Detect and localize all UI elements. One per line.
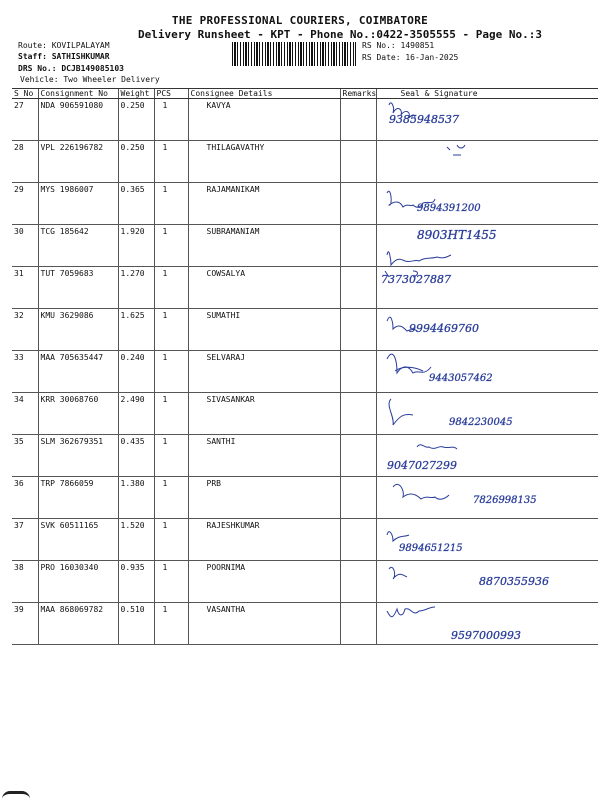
cell-sno: 30 xyxy=(12,225,38,267)
handwritten-signature xyxy=(377,141,599,185)
cell-remarks xyxy=(340,393,376,435)
cell-consignee: SANTHI xyxy=(188,435,340,477)
cell-weight: 2.490 xyxy=(118,393,154,435)
cell-sno: 39 xyxy=(12,603,38,645)
cell-consignment-no: MYS 1986007 xyxy=(38,183,118,225)
drs-number: DRS No.: DCJB149085103 xyxy=(18,64,124,73)
col-remarks: Remarks xyxy=(340,89,376,99)
cell-pcs: 1 xyxy=(154,435,188,477)
handwritten-signature xyxy=(377,519,599,563)
table-row xyxy=(12,393,598,435)
handwritten-signature xyxy=(377,183,599,227)
rs-number: RS No.: 1490851 xyxy=(362,41,435,50)
table-row xyxy=(12,435,598,477)
cell-consignment-no: TUT 7059683 xyxy=(38,267,118,309)
cell-weight: 0.250 xyxy=(118,141,154,183)
handwritten-phone: 9385948537 xyxy=(388,113,459,126)
cell-consignment-no: TCG 185642 xyxy=(38,225,118,267)
col-signature: Seal & Signature xyxy=(376,89,598,99)
cell-consignee: THILAGAVATHY xyxy=(188,141,340,183)
handwritten-signature xyxy=(377,267,599,311)
cell-pcs: 1 xyxy=(154,225,188,267)
cell-remarks xyxy=(340,477,376,519)
cell-remarks xyxy=(340,603,376,645)
table-row xyxy=(12,519,598,561)
cell-weight: 1.625 xyxy=(118,309,154,351)
cell-consignee: KAVYA xyxy=(188,99,340,141)
cell-weight: 0.240 xyxy=(118,351,154,393)
cell-pcs: 1 xyxy=(154,141,188,183)
handwritten-phone: 9894391200 xyxy=(416,203,481,214)
cell-consignment-no: MAA 868069782 xyxy=(38,603,118,645)
table-row xyxy=(12,351,598,393)
handwritten-signature xyxy=(377,561,599,605)
table-row xyxy=(12,309,598,351)
cell-sno: 36 xyxy=(12,477,38,519)
vehicle-label: Vehicle: Two Wheeler Delivery xyxy=(20,75,160,84)
cell-weight: 0.435 xyxy=(118,435,154,477)
cell-sno: 27 xyxy=(12,99,38,141)
cell-sno: 34 xyxy=(12,393,38,435)
table-row xyxy=(12,141,598,183)
cell-sno: 38 xyxy=(12,561,38,603)
cell-remarks xyxy=(340,99,376,141)
cell-consignment-no: SLM 362679351 xyxy=(38,435,118,477)
cell-remarks xyxy=(340,267,376,309)
cell-weight: 1.270 xyxy=(118,267,154,309)
cell-consignee: SELVARAJ xyxy=(188,351,340,393)
cell-remarks xyxy=(340,435,376,477)
handwritten-signature xyxy=(377,435,599,479)
staff-label: Staff: SATHISHKUMAR xyxy=(18,52,110,61)
cell-consignee: SIVASANKAR xyxy=(188,393,340,435)
cell-pcs: 1 xyxy=(154,309,188,351)
table-row xyxy=(12,225,598,267)
cell-signature xyxy=(376,477,598,519)
col-sno: S No xyxy=(12,89,38,99)
table-row xyxy=(12,561,598,603)
handwritten-phone: 9842230045 xyxy=(448,417,513,428)
rs-date: RS Date: 16-Jan-2025 xyxy=(362,53,459,62)
table-row xyxy=(12,99,598,141)
cell-pcs: 1 xyxy=(154,393,188,435)
table-row xyxy=(12,477,598,519)
cell-weight: 0.935 xyxy=(118,561,154,603)
company-title: THE PROFESSIONAL COURIERS, COIMBATORE xyxy=(171,14,429,27)
cell-signature xyxy=(376,267,598,309)
cell-remarks xyxy=(340,309,376,351)
cell-weight: 0.510 xyxy=(118,603,154,645)
cell-pcs: 1 xyxy=(154,351,188,393)
cell-sno: 31 xyxy=(12,267,38,309)
cell-signature xyxy=(376,225,598,267)
cell-signature xyxy=(376,561,598,603)
handwritten-signature xyxy=(377,99,599,143)
cell-consignee: COWSALYA xyxy=(188,267,340,309)
cell-signature xyxy=(376,603,598,645)
cell-remarks xyxy=(340,519,376,561)
table-row xyxy=(12,183,598,225)
cell-consignee: POORNIMA xyxy=(188,561,340,603)
cell-consignment-no: KMU 3629086 xyxy=(38,309,118,351)
cell-consignment-no: SVK 60511165 xyxy=(38,519,118,561)
cell-sno: 29 xyxy=(12,183,38,225)
cell-sno: 28 xyxy=(12,141,38,183)
runsheet-subtitle: Delivery Runsheet - KPT - Phone No.:0422-3505555 - Page No.:3 xyxy=(138,28,542,41)
cell-consignment-no: TRP 7866059 xyxy=(38,477,118,519)
cell-signature xyxy=(376,519,598,561)
cell-pcs: 1 xyxy=(154,267,188,309)
footer-mark xyxy=(2,791,30,800)
cell-pcs: 1 xyxy=(154,561,188,603)
handwritten-phone: 9894651215 xyxy=(398,543,463,554)
cell-consignment-no: VPL 226196782 xyxy=(38,141,118,183)
route-label: Route: KOVILPALAYAM xyxy=(18,41,110,50)
cell-weight: 1.380 xyxy=(118,477,154,519)
cell-signature xyxy=(376,183,598,225)
handwritten-signature xyxy=(377,393,599,437)
cell-weight: 1.920 xyxy=(118,225,154,267)
cell-remarks xyxy=(340,183,376,225)
runsheet-table xyxy=(12,88,598,645)
handwritten-phone: 8870355936 xyxy=(478,575,549,588)
cell-pcs: 1 xyxy=(154,477,188,519)
table-row xyxy=(12,267,598,309)
handwritten-phone: 9047027299 xyxy=(386,459,457,472)
cell-pcs: 1 xyxy=(154,519,188,561)
cell-remarks xyxy=(340,351,376,393)
cell-signature xyxy=(376,141,598,183)
handwritten-signature xyxy=(377,351,599,395)
cell-consignment-no: MAA 705635447 xyxy=(38,351,118,393)
cell-signature xyxy=(376,309,598,351)
cell-remarks xyxy=(340,225,376,267)
col-pcs: PCS xyxy=(154,89,188,99)
cell-consignee: SUMATHI xyxy=(188,309,340,351)
cell-signature xyxy=(376,99,598,141)
cell-pcs: 1 xyxy=(154,603,188,645)
cell-weight: 0.365 xyxy=(118,183,154,225)
cell-consignee: RAJESHKUMAR xyxy=(188,519,340,561)
handwritten-signature xyxy=(377,477,599,521)
handwritten-phone: 9994469760 xyxy=(408,322,479,335)
cell-consignee: VASANTHA xyxy=(188,603,340,645)
cell-sno: 33 xyxy=(12,351,38,393)
table-row xyxy=(12,603,598,645)
cell-pcs: 1 xyxy=(154,99,188,141)
handwritten-phone: 8903HT1455 xyxy=(416,228,497,242)
handwritten-signature xyxy=(377,603,599,647)
cell-sno: 35 xyxy=(12,435,38,477)
barcode xyxy=(232,42,356,66)
cell-consignee: SUBRAMANIAM xyxy=(188,225,340,267)
col-weight: Weight xyxy=(118,89,154,99)
cell-weight: 0.250 xyxy=(118,99,154,141)
cell-signature xyxy=(376,351,598,393)
cell-consignee: RAJAMANIKAM xyxy=(188,183,340,225)
col-consignment: Consignment No xyxy=(38,89,118,99)
handwritten-phone: 7826998135 xyxy=(472,495,537,506)
cell-remarks xyxy=(340,141,376,183)
cell-pcs: 1 xyxy=(154,183,188,225)
cell-sno: 37 xyxy=(12,519,38,561)
cell-remarks xyxy=(340,561,376,603)
handwritten-signature xyxy=(377,309,599,353)
handwritten-signature xyxy=(377,225,599,269)
handwritten-phone: 7373027887 xyxy=(380,273,451,286)
cell-signature xyxy=(376,393,598,435)
table-header-row xyxy=(12,89,598,99)
cell-sno: 32 xyxy=(12,309,38,351)
cell-consignment-no: PRO 16030340 xyxy=(38,561,118,603)
handwritten-phone: 9443057462 xyxy=(428,373,493,384)
cell-consignment-no: KRR 30068760 xyxy=(38,393,118,435)
cell-consignee: PRB xyxy=(188,477,340,519)
cell-consignment-no: NDA 906591080 xyxy=(38,99,118,141)
cell-weight: 1.520 xyxy=(118,519,154,561)
cell-signature xyxy=(376,435,598,477)
handwritten-phone: 9597000993 xyxy=(450,629,521,642)
col-consignee: Consignee Details xyxy=(188,89,340,99)
